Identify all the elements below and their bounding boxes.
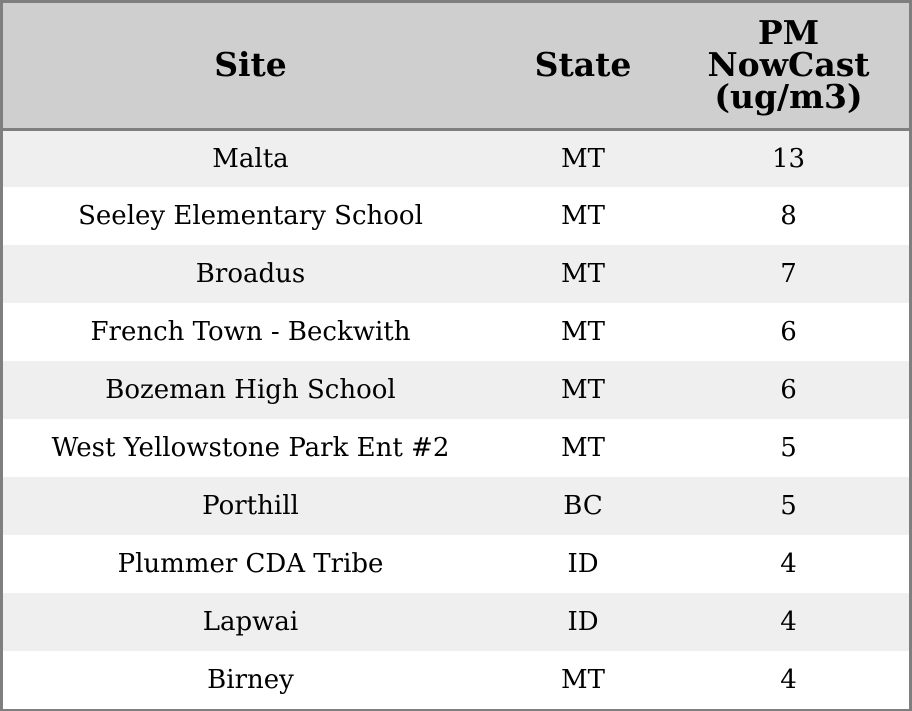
- header-state-label: State: [534, 45, 632, 85]
- cell-site: Seeley Elementary School: [78, 201, 423, 231]
- table-row: [3, 245, 909, 303]
- cell-pm: 6: [780, 317, 797, 347]
- cell-state: MT: [561, 317, 605, 347]
- table-row: [3, 361, 909, 419]
- cell-pm: 4: [780, 665, 797, 695]
- cell-site: Lapwai: [202, 607, 299, 637]
- cell-state: MT: [561, 375, 605, 405]
- table-row: [3, 651, 909, 709]
- cell-state: ID: [567, 607, 599, 637]
- header-site: [3, 3, 498, 129]
- table-body: [3, 129, 909, 709]
- table-row: [3, 535, 909, 593]
- cell-site: Birney: [207, 665, 294, 695]
- header-pm-nowcast: [668, 3, 909, 129]
- cell-pm: 8: [780, 201, 797, 231]
- cell-state: ID: [567, 549, 599, 579]
- cell-site: Bozeman High School: [105, 375, 396, 405]
- cell-pm: 5: [780, 433, 797, 463]
- header-site-label: Site: [214, 45, 287, 85]
- header-pm-line-3: (ug/m3): [714, 77, 863, 117]
- table-row: [3, 419, 909, 477]
- cell-state: MT: [561, 201, 605, 231]
- table-row: [3, 477, 909, 535]
- cell-state: MT: [561, 259, 605, 289]
- cell-site: Broadus: [195, 259, 306, 289]
- cell-state: MT: [561, 665, 605, 695]
- cell-pm: 4: [780, 549, 797, 579]
- table-row: [3, 129, 909, 187]
- cell-site: Plummer CDA Tribe: [117, 549, 384, 579]
- header-row: [3, 3, 909, 129]
- table-row: [3, 187, 909, 245]
- cell-site: Malta: [212, 143, 289, 174]
- table-header: [3, 3, 909, 129]
- header-pm-line-1: PM: [757, 13, 820, 53]
- table-row: [3, 303, 909, 361]
- cell-site: West Yellowstone Park Ent #2: [51, 433, 450, 463]
- cell-state: MT: [561, 433, 605, 463]
- table-row: [3, 593, 909, 651]
- cell-pm: 6: [780, 375, 797, 405]
- cell-state: MT: [561, 143, 605, 174]
- cell-state: BC: [563, 491, 603, 521]
- pm-nowcast-table: [3, 3, 909, 709]
- header-state: [498, 3, 668, 129]
- cell-pm: 4: [780, 607, 797, 637]
- cell-pm: 5: [780, 491, 797, 521]
- cell-pm: 13: [771, 143, 806, 174]
- header-pm-line-2: NowCast: [707, 45, 870, 85]
- cell-pm: 7: [780, 259, 797, 289]
- cell-site: Porthill: [202, 491, 299, 521]
- cell-site: French Town - Beckwith: [90, 317, 411, 347]
